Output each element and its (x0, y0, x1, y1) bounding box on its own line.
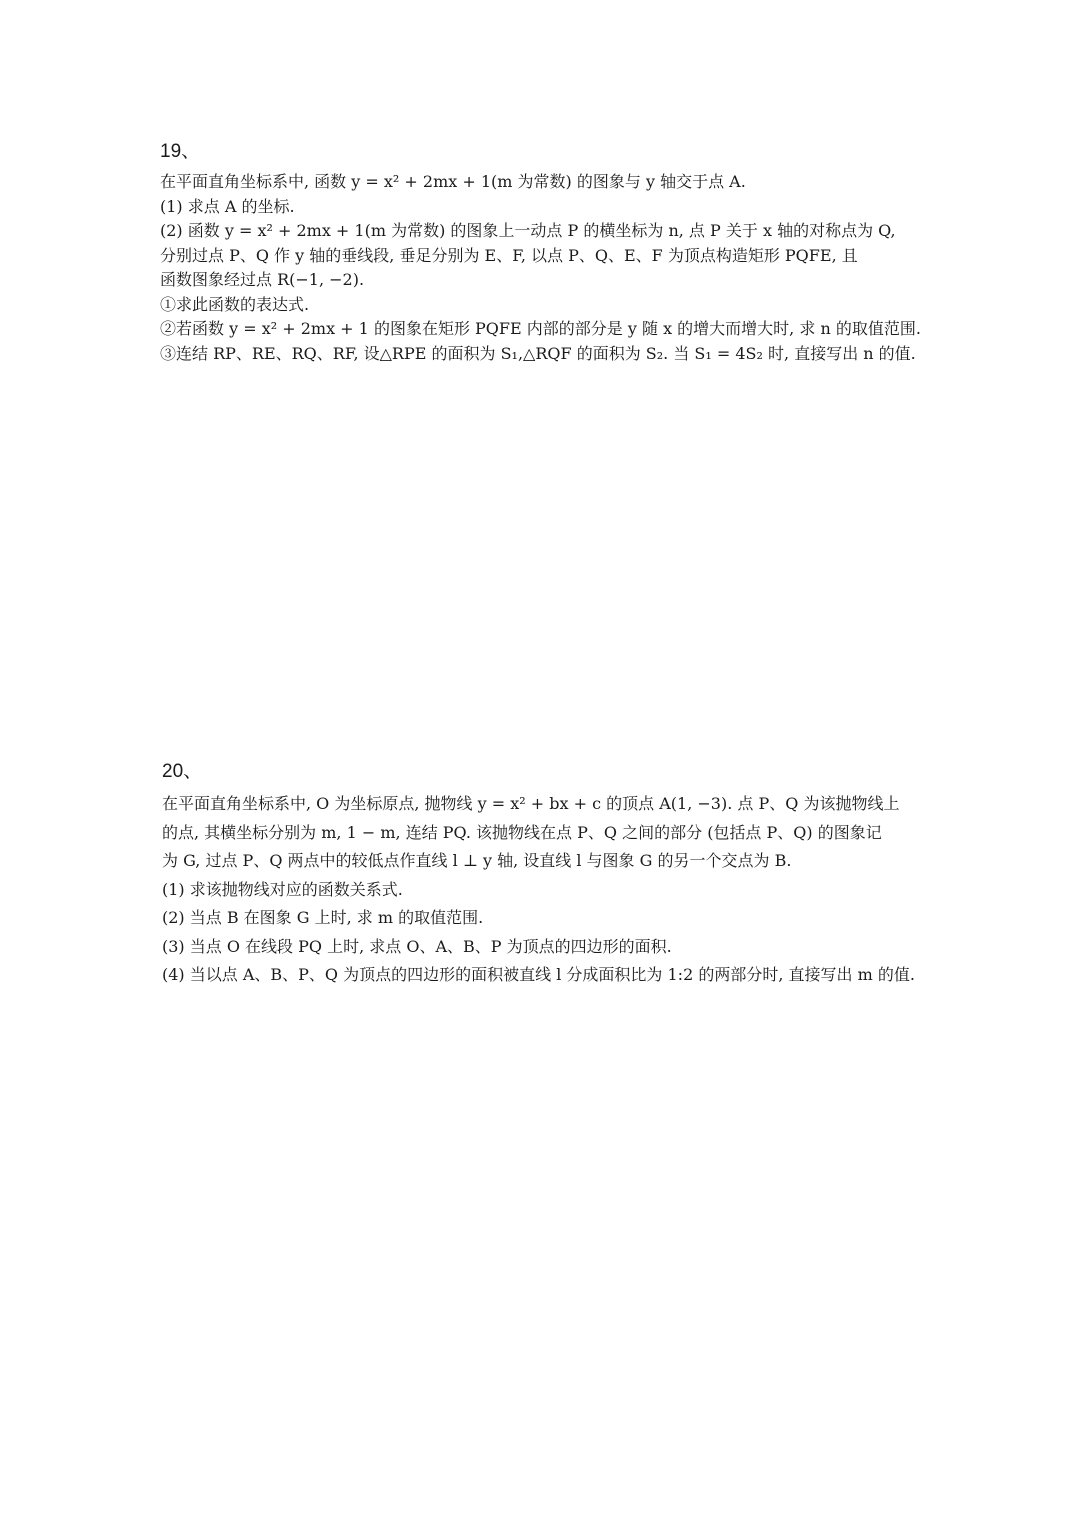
problem-text-line: (2) 函数 y = x² + 2mx + 1(m 为常数) 的图象上一动点 P 的横坐标为 n, 点 P 关于 x 轴的对称点为 Q, (160, 221, 896, 240)
problem-text-line: ②若函数 y = x² + 2mx + 1 的图象在矩形 PQFE 内部的部分是 y 随 x 的增大而增大时, 求 n 的取值范围. (160, 319, 921, 338)
problem-text-line: 为 G, 过点 P、Q 两点中的较低点作直线 l ⊥ y 轴, 设直线 l 与图象 G 的另一个交点为 B. (162, 851, 792, 870)
problem-text-line: 在平面直角坐标系中, 函数 y = x² + 2mx + 1(m 为常数) 的图象与 y 轴交于点 A. (160, 172, 746, 191)
problem-text-line: 在平面直角坐标系中, O 为坐标原点, 抛物线 y = x² + bx + c 的顶点 A(1, −3). 点 P、Q 为该抛物线上 (162, 794, 900, 813)
problem-text-line: 函数图象经过点 R(−1, −2). (160, 270, 365, 289)
problem-text-line: ①求此函数的表达式. (160, 294, 310, 314)
problem-text-line: (1) 求该抛物线对应的函数关系式. (162, 879, 403, 899)
problem-19 (160, 140, 960, 366)
problem-number: 20、 (162, 761, 203, 782)
problem-text-line: 分别过点 P、Q 作 y 轴的垂线段, 垂足分别为 E、F, 以点 P、Q、E、F 为顶点构造矩形 PQFE, 且 (160, 245, 858, 265)
problem-number: 19、 (160, 141, 201, 162)
problem-text-line: (2) 当点 B 在图象 G 上时, 求 m 的取值范围. (162, 908, 484, 927)
problem-text-line: (4) 当以点 A、B、P、Q 为顶点的四边形的面积被直线 l 分成面积比为 1:2 的两部分时, 直接写出 m 的值. (162, 965, 915, 984)
problem-20 (162, 760, 962, 990)
problem-text-line: ③连结 RP、RE、RQ、RF, 设△RPE 的面积为 S₁,△RQF 的面积为 S₂. 当 S₁ = 4S₂ 时, 直接写出 n 的值. (160, 343, 916, 363)
problem-text-line: (1) 求点 A 的坐标. (160, 196, 295, 216)
problem-text-line: (3) 当点 O 在线段 PQ 上时, 求点 O、A、B、P 为顶点的四边形的面积. (162, 936, 672, 956)
problem-text-line: 的点, 其横坐标分别为 m, 1 − m, 连结 PQ. 该抛物线在点 P、Q 之间的部分 (包括点 P、Q) 的图象记 (162, 822, 882, 842)
